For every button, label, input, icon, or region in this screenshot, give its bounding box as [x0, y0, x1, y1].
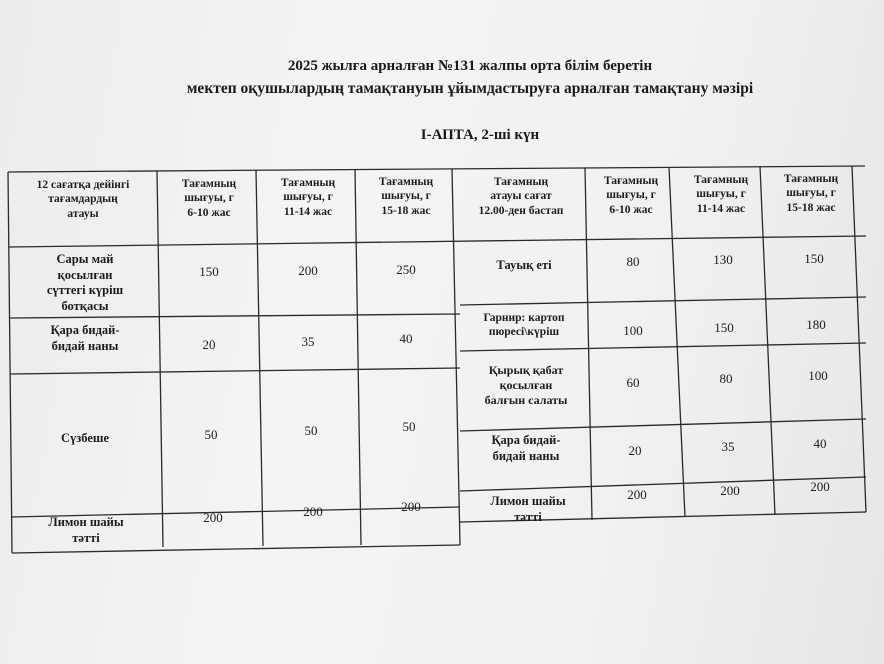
right-dish-3: Қырық қабат қосылған балғын салаты — [484, 363, 568, 407]
right-row-line-3 — [460, 419, 866, 431]
left-dish-3-15-18: 50 — [402, 419, 416, 434]
col-line-3 — [355, 169, 361, 545]
col-line-5 — [585, 168, 592, 520]
left-dish-1-15-18: 250 — [396, 262, 416, 277]
right-dish-4-11-14: 35 — [721, 439, 735, 454]
header-yield-11-14: Тағамның шығуы, г 11-14 жас — [280, 177, 336, 218]
col-line-1 — [157, 171, 163, 547]
col-line-6 — [669, 167, 685, 517]
right-dish-3-15-18: 100 — [808, 368, 828, 383]
right-dish-2-15-18: 180 — [806, 317, 826, 332]
header-morning-dish: 12 сағатқа дейінгі тағамдардың атауы — [36, 179, 130, 220]
left-row-line-2 — [10, 368, 460, 374]
left-dish-1-6-10: 150 — [199, 264, 219, 279]
right-dish-1-11-14: 130 — [713, 252, 733, 267]
right-row-line-1 — [460, 297, 866, 305]
left-dish-2-11-14: 35 — [301, 334, 315, 349]
header-yield-6-10: Тағамның шығуы, г 6-10 жас — [181, 178, 237, 219]
right-dish-5-11-14: 200 — [720, 483, 740, 498]
right-dish-2: Гарнир: картоп пюресі\күріш — [483, 312, 565, 339]
col-line-4 — [452, 169, 460, 545]
header-yield-6-10-pm: Тағамның шығуы, г 6-10 жас — [603, 175, 659, 216]
left-dish-2: Қара бидай- бидай наны — [50, 323, 120, 353]
right-dish-1: Тауық еті — [496, 258, 552, 272]
header-afternoon-dish: Тағамның атауы сағат 12.00-ден бастап — [478, 176, 564, 217]
header-yield-11-14-pm: Тағамның шығуы, г 11-14 жас — [693, 174, 749, 215]
left-dish-1-11-14: 200 — [298, 263, 318, 278]
document-title-line1: 2025 жылға арналған №131 жалпы орта білім беретін — [287, 58, 653, 74]
left-dish-3-11-14: 50 — [304, 423, 318, 438]
col-line-0 — [8, 172, 12, 553]
header-yield-15-18-pm: Тағамның шығуы, г 15-18 жас — [783, 173, 839, 214]
right-dish-5: Лимон шайы тәтті — [490, 494, 566, 524]
left-dish-3: Сүзбеше — [60, 431, 110, 445]
col-line-7 — [760, 166, 775, 515]
week-day-heading: І-АПТА, 2-ші күн — [420, 127, 540, 143]
right-dish-1-6-10: 80 — [626, 254, 640, 269]
table-top-line — [8, 166, 865, 172]
right-dish-2-11-14: 150 — [714, 320, 734, 335]
left-row-line-1 — [10, 314, 460, 318]
left-dish-2-6-10: 20 — [202, 337, 216, 352]
left-dish-1: Сары май қосылған сүттегі күріш ботқасы — [46, 252, 124, 313]
right-dish-3-11-14: 80 — [719, 371, 733, 386]
right-row-line-2 — [460, 343, 866, 351]
header-yield-15-18: Тағамның шығуы, г 15-18 жас — [378, 176, 434, 217]
right-dish-5-15-18: 200 — [810, 479, 830, 494]
right-dish-4-6-10: 20 — [628, 443, 642, 458]
left-dish-4-6-10: 200 — [203, 510, 223, 525]
left-dish-4: Лимон шайы тәтті — [48, 515, 124, 545]
col-line-2 — [256, 170, 263, 546]
left-dish-3-6-10: 50 — [204, 427, 218, 442]
left-dish-2-15-18: 40 — [399, 331, 413, 346]
right-dish-5-6-10: 200 — [627, 487, 647, 502]
right-dish-4: Қара бидай- бидай наны — [491, 433, 561, 463]
header-bottom-line — [9, 236, 866, 247]
left-dish-4-15-18: 200 — [401, 499, 421, 514]
right-dish-2-6-10: 100 — [623, 323, 643, 338]
right-dish-4-15-18: 40 — [813, 436, 827, 451]
col-line-8 — [852, 166, 866, 512]
document-title-line2: мектеп оқушылардың тамақтануын ұйымдастыруға арналған тамақтану мәзірі — [186, 80, 754, 97]
right-dish-1-15-18: 150 — [804, 251, 824, 266]
left-dish-4-11-14: 200 — [303, 504, 323, 519]
right-dish-3-6-10: 60 — [626, 375, 640, 390]
